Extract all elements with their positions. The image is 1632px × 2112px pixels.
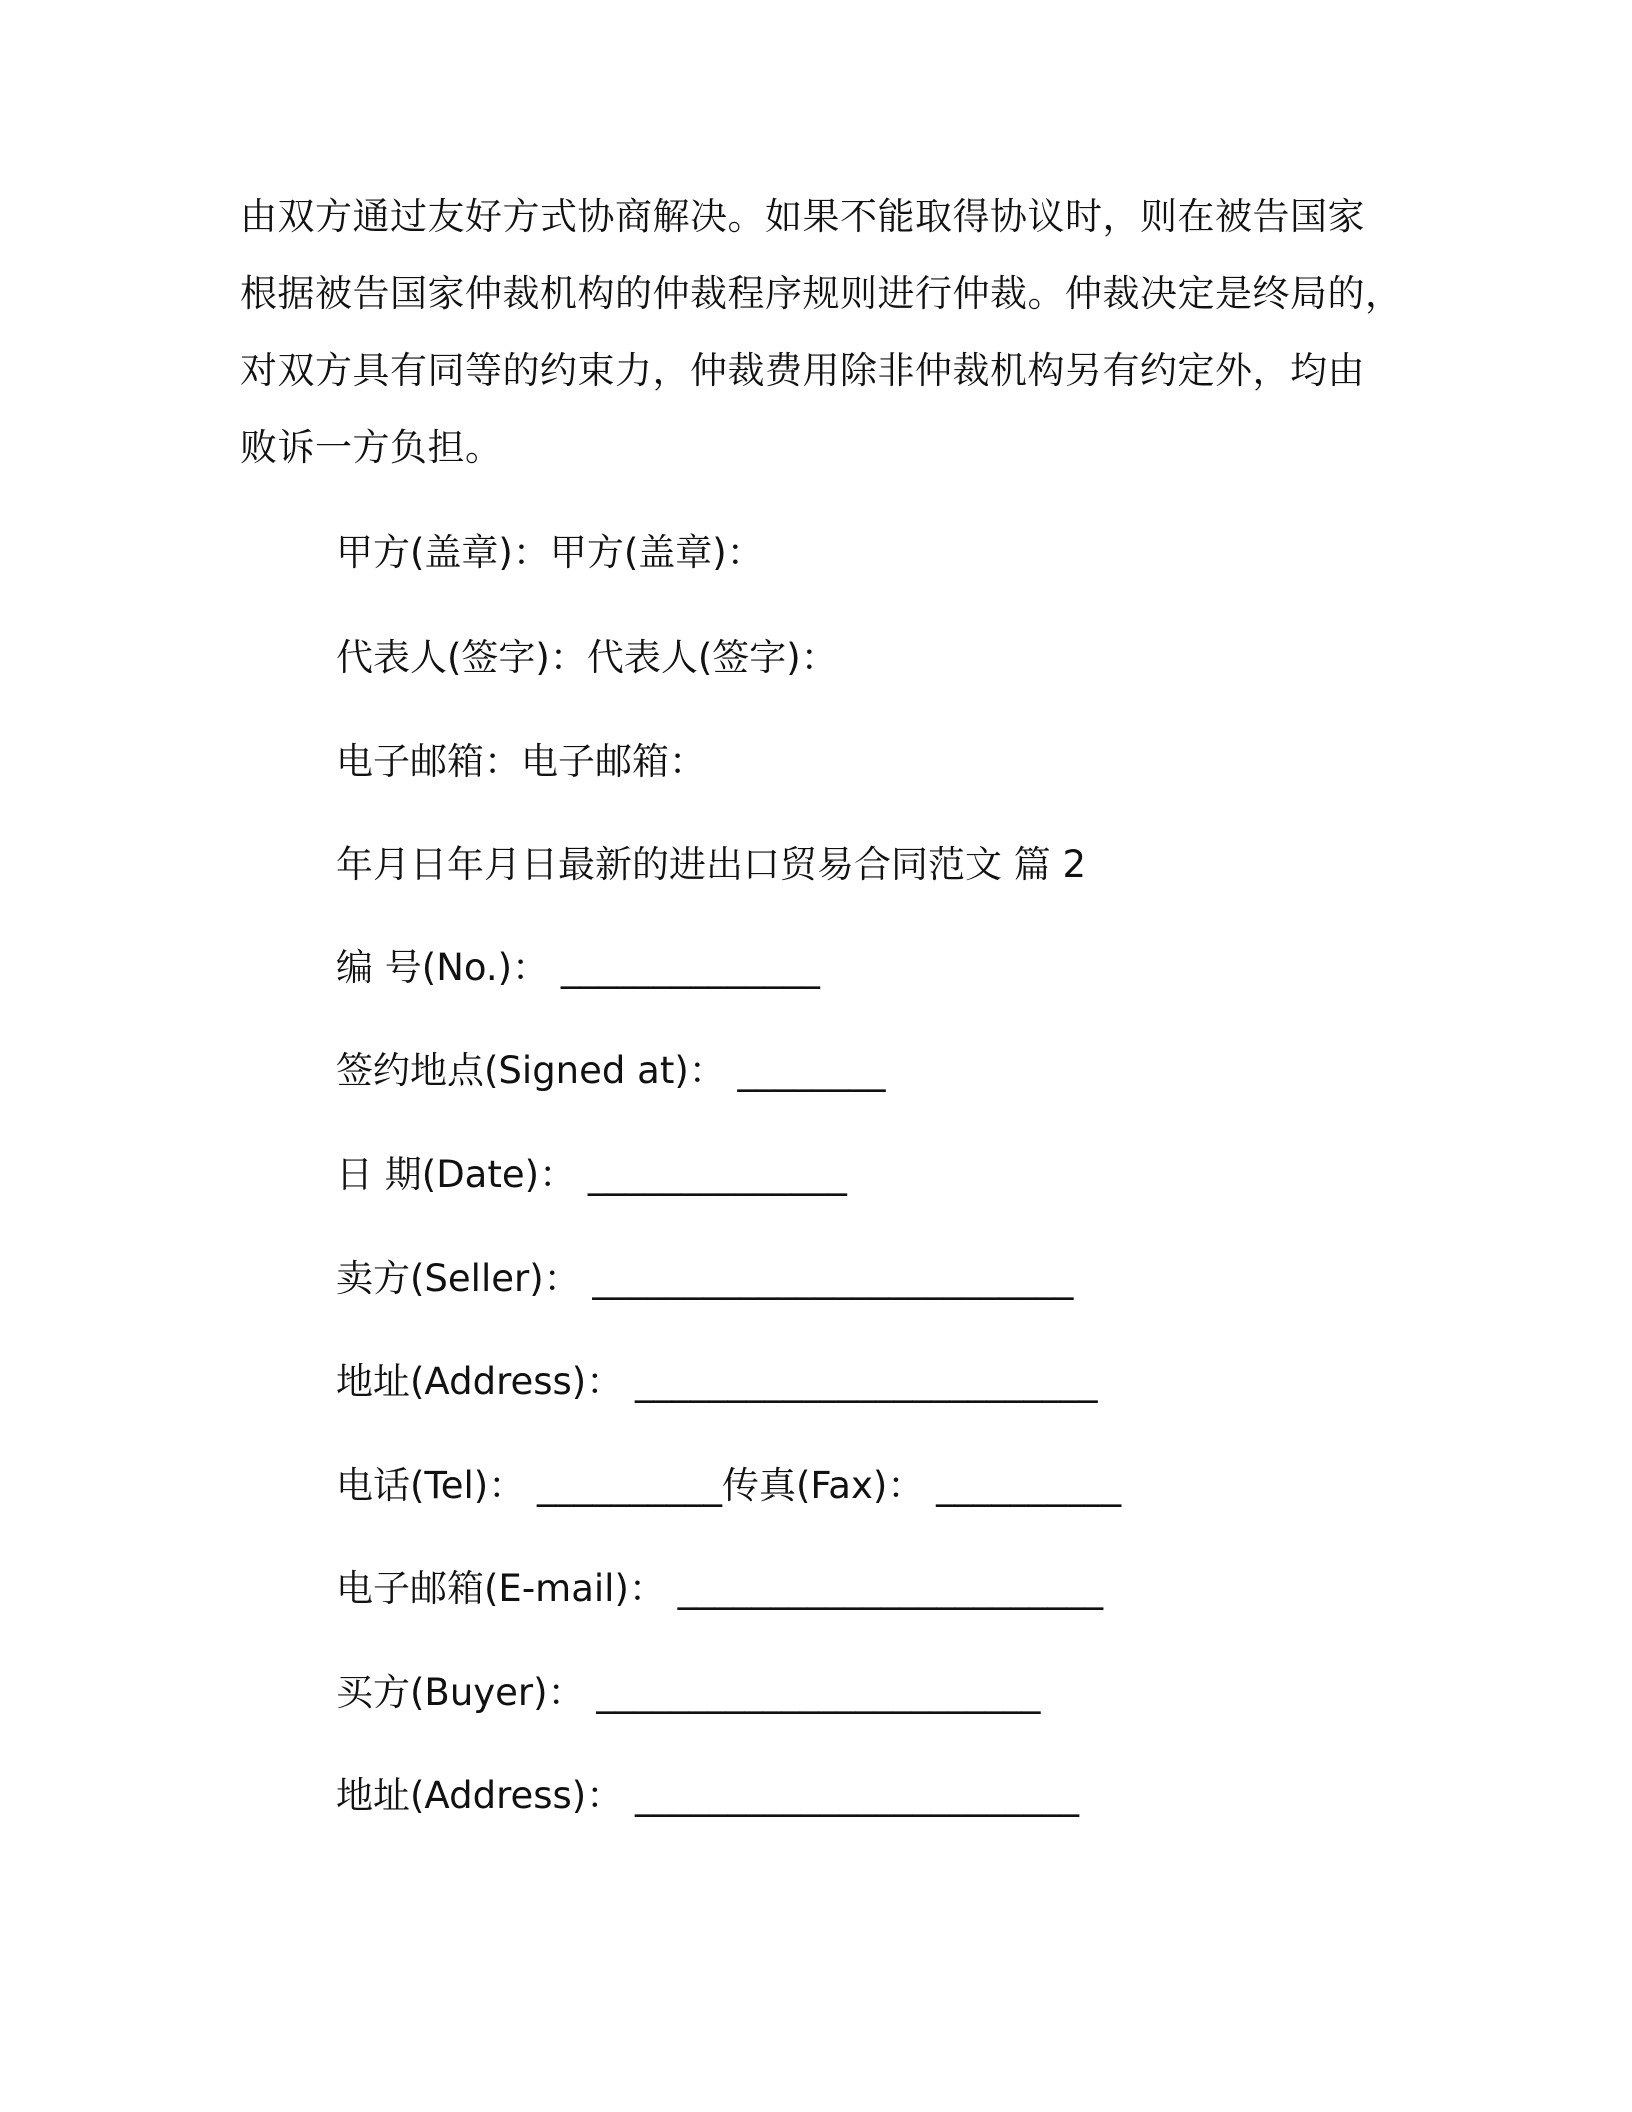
buyer-field: 买方(Buyer)： ________________________ xyxy=(336,1671,1041,1714)
date-title-line: 年月日年月日最新的进出口贸易合同范文 篇 2 xyxy=(336,843,1087,886)
paragraph-line: 对双方具有同等的约束力，仲裁费用除非仲裁机构另有约定外，均由 xyxy=(240,349,1365,392)
tel-fax-field: 电话(Tel)： __________传真(Fax)： __________ xyxy=(336,1464,1122,1507)
arbitration-paragraph xyxy=(240,178,1403,486)
date-field: 日 期(Date)： ______________ xyxy=(336,1153,847,1196)
seller-field: 卖方(Seller)： __________________________ xyxy=(336,1257,1074,1300)
buyer-address-field: 地址(Address)： ________________________ xyxy=(336,1774,1079,1817)
email-line: 电子邮箱：电子邮箱： xyxy=(336,740,706,783)
paragraph-line: 由双方通过友好方式协商解决。如果不能取得协议时，则在被告国家 xyxy=(240,195,1365,238)
party-a-seal-line: 甲方(盖章)：甲方(盖章)： xyxy=(336,531,764,574)
seller-address-field: 地址(Address)： _________________________ xyxy=(336,1360,1098,1403)
email-field: 电子邮箱(E-mail)： _______________________ xyxy=(336,1567,1104,1610)
signed-at-field: 签约地点(Signed at)： ________ xyxy=(336,1049,886,1092)
representative-signature-line: 代表人(签字)：代表人(签字)： xyxy=(336,636,838,679)
paragraph-line: 根据被告国家仲裁机构的仲裁程序规则进行仲裁。仲裁决定是终局的， xyxy=(240,272,1403,315)
contract-number-field: 编 号(No.)： ______________ xyxy=(336,946,820,989)
paragraph-line: 败诉一方负担。 xyxy=(240,426,503,469)
